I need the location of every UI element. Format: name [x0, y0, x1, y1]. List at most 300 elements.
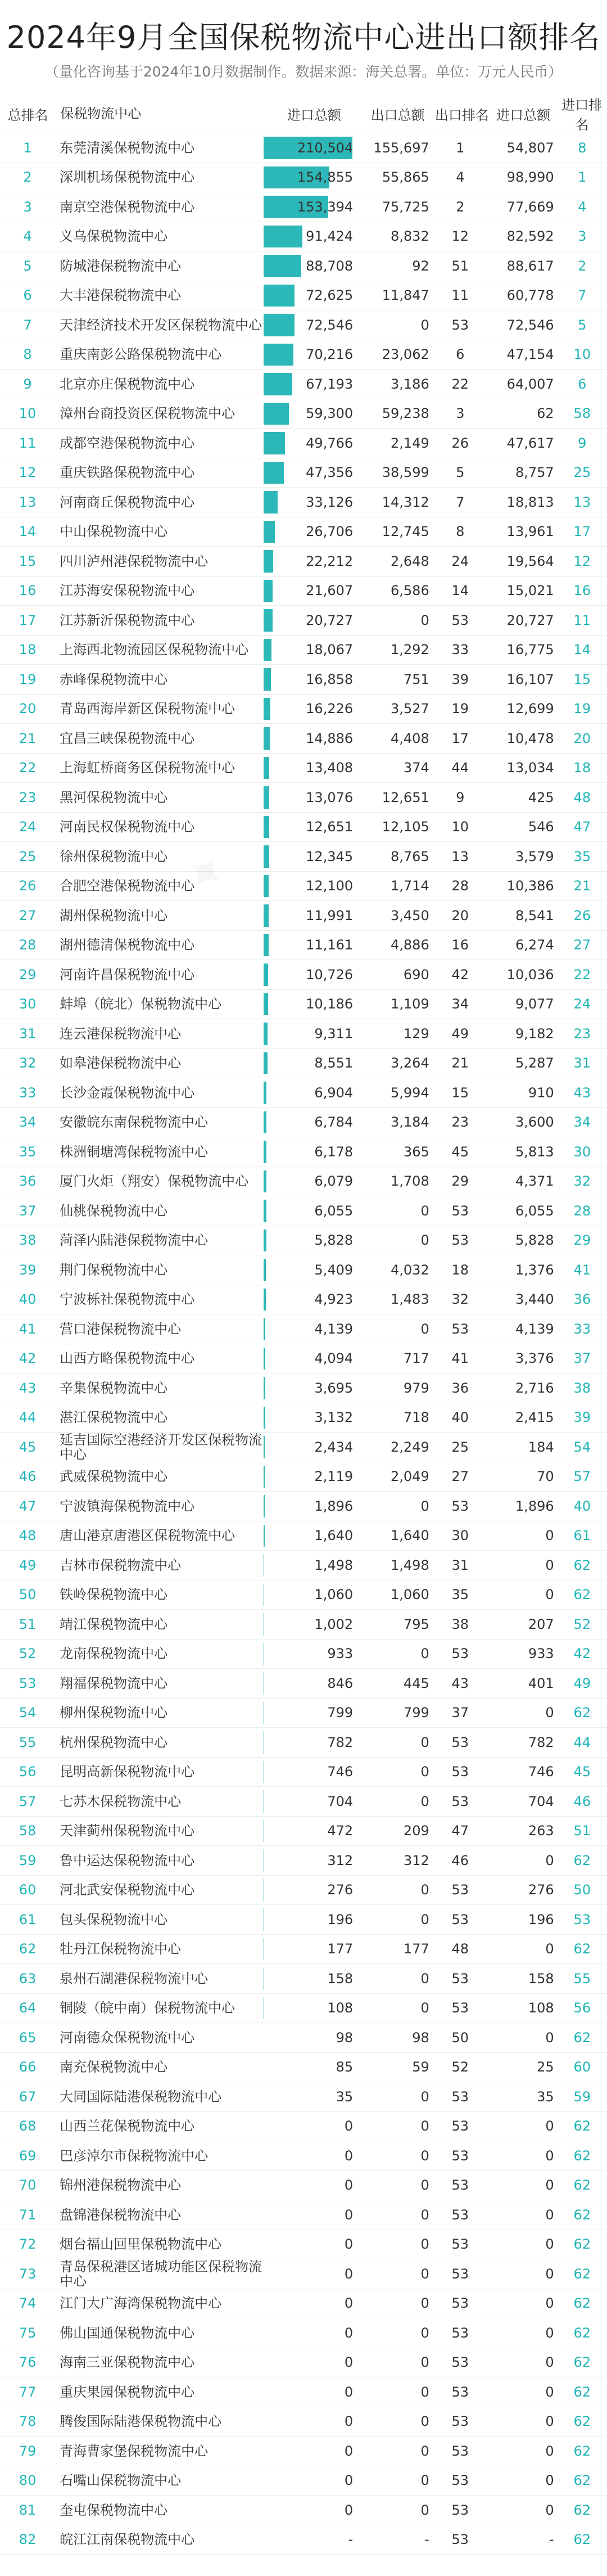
export-cell: 8,832 [391, 228, 429, 245]
export-rank-cell: 53 [451, 2266, 469, 2282]
export-cell: 1,483 [391, 1291, 429, 1308]
export-rank-cell: 53 [451, 2147, 469, 2164]
table-row [0, 695, 607, 724]
export-cell: 4,886 [391, 937, 429, 953]
export-rank-cell: 53 [451, 1911, 469, 1928]
table-row [0, 813, 607, 843]
total-value: 158 [327, 1970, 354, 1987]
total-value: 1,060 [314, 1587, 354, 1603]
table-row [0, 842, 607, 872]
name-cell: 石嘴山保税物流中心 [60, 2473, 182, 2489]
table-row [0, 517, 607, 547]
total-value: 14,886 [306, 730, 354, 746]
name-cell: 柳州保税物流中心 [60, 1705, 168, 1721]
rank-cell: 50 [19, 1587, 37, 1603]
import-rank-cell: 62 [573, 2502, 591, 2518]
total-value: 0 [344, 2236, 354, 2253]
table-row [0, 2112, 607, 2142]
total-value: 13,076 [306, 789, 354, 805]
total-bar [264, 491, 278, 514]
rank-cell: 3 [23, 199, 32, 215]
import-cell: 8,757 [515, 465, 554, 481]
export-cell: 3,527 [391, 701, 429, 717]
import-cell: 3,579 [515, 848, 554, 864]
total-cell [264, 872, 357, 901]
table-row [0, 2200, 607, 2230]
name-cell: 江苏新沂保税物流中心 [60, 612, 195, 628]
import-cell: 19,564 [506, 553, 554, 569]
export-rank-cell: 53 [451, 2000, 469, 2016]
total-cell [264, 1640, 357, 1669]
table-row [0, 429, 607, 458]
export-rank-cell: 53 [451, 1793, 469, 1809]
total-cell [264, 1314, 357, 1344]
import-rank-cell: 62 [573, 2147, 591, 2164]
total-cell [264, 577, 357, 606]
total-cell [264, 133, 357, 163]
export-rank-cell: 53 [451, 1734, 469, 1750]
total-bar [264, 639, 271, 661]
total-cell [264, 1462, 357, 1492]
import-cell: 3,440 [515, 1291, 554, 1308]
import-cell: 0 [545, 2147, 554, 2164]
export-cell: 3,264 [391, 1055, 429, 1071]
total-value: 4,094 [314, 1350, 354, 1367]
table-row [0, 2407, 607, 2437]
total-cell [264, 842, 357, 871]
total-cell [264, 458, 357, 488]
export-cell: 0 [420, 2325, 429, 2341]
total-bar [264, 1436, 265, 1458]
import-rank-cell: 42 [573, 1646, 591, 1662]
export-rank-cell: 43 [451, 1675, 469, 1691]
rank-cell: 53 [19, 1675, 37, 1691]
import-rank-cell: 23 [573, 1025, 591, 1042]
import-rank-cell: 45 [573, 1764, 591, 1780]
total-value: 6,178 [314, 1143, 354, 1160]
import-cell: 0 [545, 2443, 554, 2459]
import-rank-cell: 43 [573, 1084, 591, 1101]
export-cell: 11,847 [382, 287, 429, 304]
table-row [0, 222, 607, 252]
import-cell: 425 [528, 789, 554, 805]
import-cell: 158 [528, 1970, 554, 1987]
export-cell: - [424, 2532, 429, 2548]
rank-cell: 62 [19, 1941, 37, 1957]
name-cell: 河北武安保税物流中心 [60, 1882, 195, 1898]
import-rank-cell: 62 [573, 2473, 591, 2489]
total-value: 35 [336, 2088, 354, 2105]
total-value: 11,991 [306, 907, 354, 924]
export-cell: 0 [420, 2384, 429, 2400]
table-row [0, 1964, 607, 1994]
total-bar [264, 226, 302, 248]
import-rank-cell: 58 [573, 406, 591, 422]
import-rank-cell: 3 [578, 228, 587, 245]
rank-cell: 20 [19, 701, 37, 717]
import-rank-cell: 62 [573, 2295, 591, 2312]
import-cell: 6,274 [515, 937, 554, 953]
rank-cell: 63 [19, 1970, 37, 1987]
total-value: 16,858 [306, 671, 354, 687]
rank-cell: 22 [19, 760, 37, 776]
export-cell: 2,249 [391, 1439, 429, 1455]
import-rank-cell: 27 [573, 937, 591, 953]
import-rank-cell: 48 [573, 789, 591, 805]
total-cell [264, 1344, 357, 1373]
table-row [0, 1167, 607, 1197]
rank-cell: 56 [19, 1764, 37, 1780]
total-cell [264, 931, 357, 960]
name-cell: 杭州保税物流中心 [60, 1734, 168, 1750]
total-value: 0 [344, 2266, 354, 2282]
name-cell: 徐州保税物流中心 [60, 848, 168, 864]
name-cell: 重庆果园保税物流中心 [60, 2384, 195, 2400]
total-value: 0 [344, 2384, 354, 2400]
total-cell [264, 2466, 357, 2496]
total-cell [264, 1669, 357, 1698]
import-rank-cell: 6 [578, 376, 587, 392]
export-rank-cell: 21 [451, 1055, 469, 1071]
table-row [0, 1019, 607, 1049]
name-cell: 厦门火炬（翔安）保税物流中心 [60, 1173, 249, 1190]
rank-cell: 7 [23, 317, 32, 333]
import-rank-cell: 50 [573, 1882, 591, 1898]
export-rank-cell: 53 [451, 2118, 469, 2134]
table-row [0, 1137, 607, 1167]
rank-cell: 21 [19, 730, 37, 746]
rank-cell: 61 [19, 1911, 37, 1928]
total-bar [264, 1052, 267, 1075]
export-rank-cell: 1 [456, 139, 465, 156]
import-rank-cell: 9 [578, 435, 587, 451]
table-row [0, 1108, 607, 1138]
total-value: 22,212 [306, 553, 354, 569]
rank-cell: 4 [23, 228, 32, 245]
table-row [0, 1285, 607, 1315]
rank-cell: 46 [19, 1469, 37, 1485]
header-name: 保税物流中心 [60, 106, 142, 121]
table-row [0, 1226, 607, 1256]
table-row [0, 636, 607, 665]
import-cell: 10,036 [506, 966, 554, 983]
export-cell: 0 [420, 1793, 429, 1809]
total-cell [264, 754, 357, 783]
total-cell [264, 2348, 357, 2377]
rank-cell: 66 [19, 2059, 37, 2075]
import-rank-cell: 62 [573, 1705, 591, 1721]
total-bar [264, 698, 270, 720]
total-cell [264, 1728, 357, 1757]
name-cell: 营口港保税物流中心 [60, 1321, 182, 1337]
total-cell [264, 1226, 357, 1255]
import-cell: 0 [545, 1852, 554, 1868]
export-rank-cell: 53 [451, 317, 469, 333]
name-cell: 安徽皖东南保税物流中心 [60, 1114, 209, 1131]
name-cell: 泉州石湖港保税物流中心 [60, 1970, 209, 1987]
import-rank-cell: 30 [573, 1143, 591, 1160]
total-value: 799 [327, 1705, 354, 1721]
import-cell: 108 [528, 2000, 554, 2016]
total-cell [264, 370, 357, 399]
total-value: 12,345 [306, 848, 354, 864]
rank-cell: 81 [19, 2502, 37, 2518]
import-rank-cell: 5 [578, 317, 587, 333]
export-cell: 3,186 [391, 376, 429, 392]
export-cell: 75,725 [382, 199, 429, 215]
total-value: 0 [344, 2147, 354, 2164]
import-cell: 933 [528, 1646, 554, 1662]
total-value: 18,067 [306, 642, 354, 658]
total-value: 0 [344, 2206, 354, 2223]
import-rank-cell: 28 [573, 1203, 591, 1219]
rank-cell: 35 [19, 1143, 37, 1160]
page-title: 2024年9月全国保税物流中心进出口额排名 [6, 20, 601, 55]
export-cell: 795 [403, 1616, 429, 1632]
import-cell: 98,990 [506, 169, 554, 186]
total-cell [264, 2023, 357, 2052]
export-cell: 38,599 [382, 465, 429, 481]
total-value: 26,706 [306, 524, 354, 540]
export-rank-cell: 53 [451, 2473, 469, 2489]
name-cell: 七苏木保税物流中心 [60, 1793, 182, 1809]
import-cell: 88,617 [506, 258, 554, 274]
table-row [0, 1551, 607, 1580]
name-cell: 大丰港保税物流中心 [60, 287, 182, 304]
total-bar [264, 1466, 265, 1488]
table-row [0, 133, 607, 163]
total-bar [264, 462, 284, 484]
import-cell: 1,376 [515, 1262, 554, 1278]
import-cell: 9,077 [515, 996, 554, 1012]
rank-cell: 16 [19, 583, 37, 599]
export-cell: 0 [420, 317, 429, 333]
total-cell [264, 1876, 357, 1905]
table-row [0, 577, 607, 606]
import-cell: 62 [537, 406, 554, 422]
total-value: 70,216 [306, 346, 354, 363]
total-value: 746 [327, 1764, 354, 1780]
total-value: 72,546 [306, 317, 354, 333]
import-cell: 0 [545, 2473, 554, 2489]
import-cell: 60,778 [506, 287, 554, 304]
import-rank-cell: 62 [573, 1557, 591, 1573]
export-cell: 0 [420, 2295, 429, 2312]
import-rank-cell: 33 [573, 1321, 591, 1337]
name-cell: 山西兰花保税物流中心 [60, 2118, 195, 2134]
name-cell: 重庆铁路保税物流中心 [60, 465, 195, 481]
import-cell: 13,961 [506, 524, 554, 540]
name-cell: 铁岭保税物流中心 [60, 1587, 168, 1603]
import-cell: 70 [537, 1469, 554, 1485]
total-value: 177 [327, 1941, 354, 1957]
import-rank-cell: 36 [573, 1291, 591, 1308]
export-cell: 0 [420, 2088, 429, 2105]
name-cell: 铜陵（皖中南）保税物流中心 [60, 2000, 235, 2016]
total-bar [264, 993, 268, 1016]
export-rank-cell: 3 [456, 406, 465, 422]
import-rank-cell: 18 [573, 760, 591, 776]
import-cell: 1,896 [515, 1498, 554, 1514]
total-bar [264, 285, 295, 307]
total-bar [264, 727, 270, 750]
total-value: 59,300 [306, 406, 354, 422]
rank-cell: 57 [19, 1793, 37, 1809]
export-rank-cell: 38 [451, 1616, 469, 1632]
import-rank-cell: 57 [573, 1469, 591, 1485]
name-cell: 北京亦庄保税物流中心 [60, 376, 195, 392]
import-cell: 401 [528, 1675, 554, 1691]
name-cell: 昆明高新保税物流中心 [60, 1764, 195, 1780]
name-cell: 龙南保税物流中心 [60, 1646, 168, 1662]
import-rank-cell: 53 [573, 1911, 591, 1928]
total-bar [264, 1082, 266, 1104]
total-cell [264, 695, 357, 724]
import-rank-cell: 26 [573, 907, 591, 924]
import-rank-cell: 21 [573, 878, 591, 894]
import-rank-cell: 62 [573, 2413, 591, 2430]
name-cell: 河南许昌保税物流中心 [60, 966, 195, 983]
total-bar [264, 580, 273, 602]
export-rank-cell: 48 [451, 1941, 469, 1957]
total-bar [264, 1348, 265, 1370]
import-cell: 0 [545, 1557, 554, 1573]
total-cell [264, 724, 357, 753]
export-cell: 5,994 [391, 1084, 429, 1101]
import-rank-cell: 62 [573, 2532, 591, 2548]
header-import-rank: 进口排名 [561, 97, 603, 133]
total-cell [264, 1758, 357, 1787]
page-subtitle: （量化咨询基于2024年10月数据制作。数据来源：海关总署。单位：万元人民币） [44, 64, 563, 80]
export-rank-cell: 53 [451, 2295, 469, 2312]
export-cell: 1,498 [391, 1557, 429, 1573]
total-value: 6,055 [314, 1203, 354, 1219]
import-rank-cell: 40 [573, 1498, 591, 1514]
name-cell: 海南三亚保税物流中心 [60, 2354, 195, 2371]
table-row [0, 1787, 607, 1817]
name-cell: 吉林市保税物流中心 [60, 1557, 182, 1573]
name-cell: 皖江江南保税物流中心 [60, 2532, 195, 2548]
name-cell: 锦州港保税物流中心 [60, 2177, 182, 2194]
total-value: 4,139 [314, 1321, 354, 1337]
rank-cell: 30 [19, 996, 37, 1012]
rank-cell: 54 [19, 1705, 37, 1721]
total-value: 49,766 [306, 435, 354, 451]
import-rank-cell: 32 [573, 1173, 591, 1190]
table-row [0, 1433, 607, 1462]
export-cell: 1,640 [391, 1528, 429, 1544]
import-cell: 35 [537, 2088, 554, 2105]
export-rank-cell: 24 [451, 553, 469, 569]
rank-cell: 58 [19, 1823, 37, 1839]
rank-cell: 74 [19, 2295, 37, 2312]
export-cell: 0 [420, 2354, 429, 2371]
table-row [0, 1314, 607, 1344]
table-row [0, 192, 607, 222]
table-row [0, 901, 607, 931]
export-cell: 365 [403, 1143, 429, 1160]
name-cell: 义乌保税物流中心 [60, 228, 168, 245]
import-rank-cell: 49 [573, 1675, 591, 1691]
total-value: 0 [344, 2177, 354, 2194]
import-cell: 12,699 [506, 701, 554, 717]
export-rank-cell: 30 [451, 1528, 469, 1544]
header-rank: 总排名 [7, 107, 48, 123]
import-rank-cell: 62 [573, 2118, 591, 2134]
table-row [0, 1462, 607, 1492]
total-value: 72,625 [306, 287, 354, 304]
import-cell: 0 [545, 2295, 554, 2312]
name-cell: 防城港保税物流中心 [60, 258, 182, 274]
import-rank-cell: 54 [573, 1439, 591, 1455]
total-cell [264, 1610, 357, 1639]
export-cell: 799 [403, 1705, 429, 1721]
total-bar [264, 816, 269, 839]
total-bar [264, 255, 301, 277]
table-row [0, 251, 607, 281]
rank-cell: 48 [19, 1528, 37, 1544]
rank-cell: 38 [19, 1232, 37, 1249]
import-rank-cell: 37 [573, 1350, 591, 1367]
name-cell: 连云港保税物流中心 [60, 1025, 182, 1042]
name-cell: 腾俊国际陆港保税物流中心 [60, 2413, 222, 2430]
name-cell: 武威保税物流中心 [60, 1469, 168, 1485]
total-cell [264, 1846, 357, 1875]
export-cell: 2,648 [391, 553, 429, 569]
export-cell: 0 [420, 2000, 429, 2016]
total-value: 16,226 [306, 701, 354, 717]
total-value: 8,551 [314, 1055, 354, 1071]
import-rank-cell: 34 [573, 1114, 591, 1131]
total-cell [264, 1935, 357, 1964]
rank-cell: 32 [19, 1055, 37, 1071]
total-bar [264, 963, 268, 986]
name-cell: 黑河保税物流中心 [60, 789, 168, 805]
import-cell: 47,154 [506, 346, 554, 363]
total-value: 6,079 [314, 1173, 354, 1190]
name-cell: 宁波镇海保税物流中心 [60, 1498, 195, 1514]
import-rank-cell: 62 [573, 2236, 591, 2253]
import-rank-cell: 12 [573, 553, 591, 569]
import-cell: 184 [528, 1439, 554, 1455]
name-cell: 河南民权保税物流中心 [60, 819, 195, 835]
total-cell [264, 1019, 357, 1048]
import-rank-cell: 22 [573, 966, 591, 983]
import-rank-cell: 11 [573, 612, 591, 628]
rank-cell: 52 [19, 1646, 37, 1662]
name-cell: 延吉国际空港经济开发区保税物流中心 [60, 1431, 262, 1462]
name-cell: 仙桃保税物流中心 [60, 1203, 168, 1219]
rank-cell: 19 [19, 671, 37, 687]
name-cell: 辛集保税物流中心 [60, 1380, 168, 1396]
total-value: 312 [327, 1852, 354, 1868]
table-row [0, 1669, 607, 1699]
table-row [0, 2259, 607, 2289]
rank-cell: 33 [19, 1084, 37, 1101]
import-cell: - [549, 2532, 554, 2548]
table-row [0, 2348, 607, 2378]
name-cell: 菏泽内陆港保税物流中心 [60, 1232, 209, 1249]
total-bar [264, 934, 268, 957]
import-cell: 13,034 [506, 760, 554, 776]
total-value: 9,311 [314, 1025, 354, 1042]
total-value: 85 [336, 2059, 354, 2075]
import-cell: 0 [545, 1941, 554, 1957]
total-cell [264, 1905, 357, 1934]
name-cell: 山西方略保税物流中心 [60, 1350, 195, 1367]
import-rank-cell: 15 [573, 671, 591, 687]
table-row [0, 1846, 607, 1876]
